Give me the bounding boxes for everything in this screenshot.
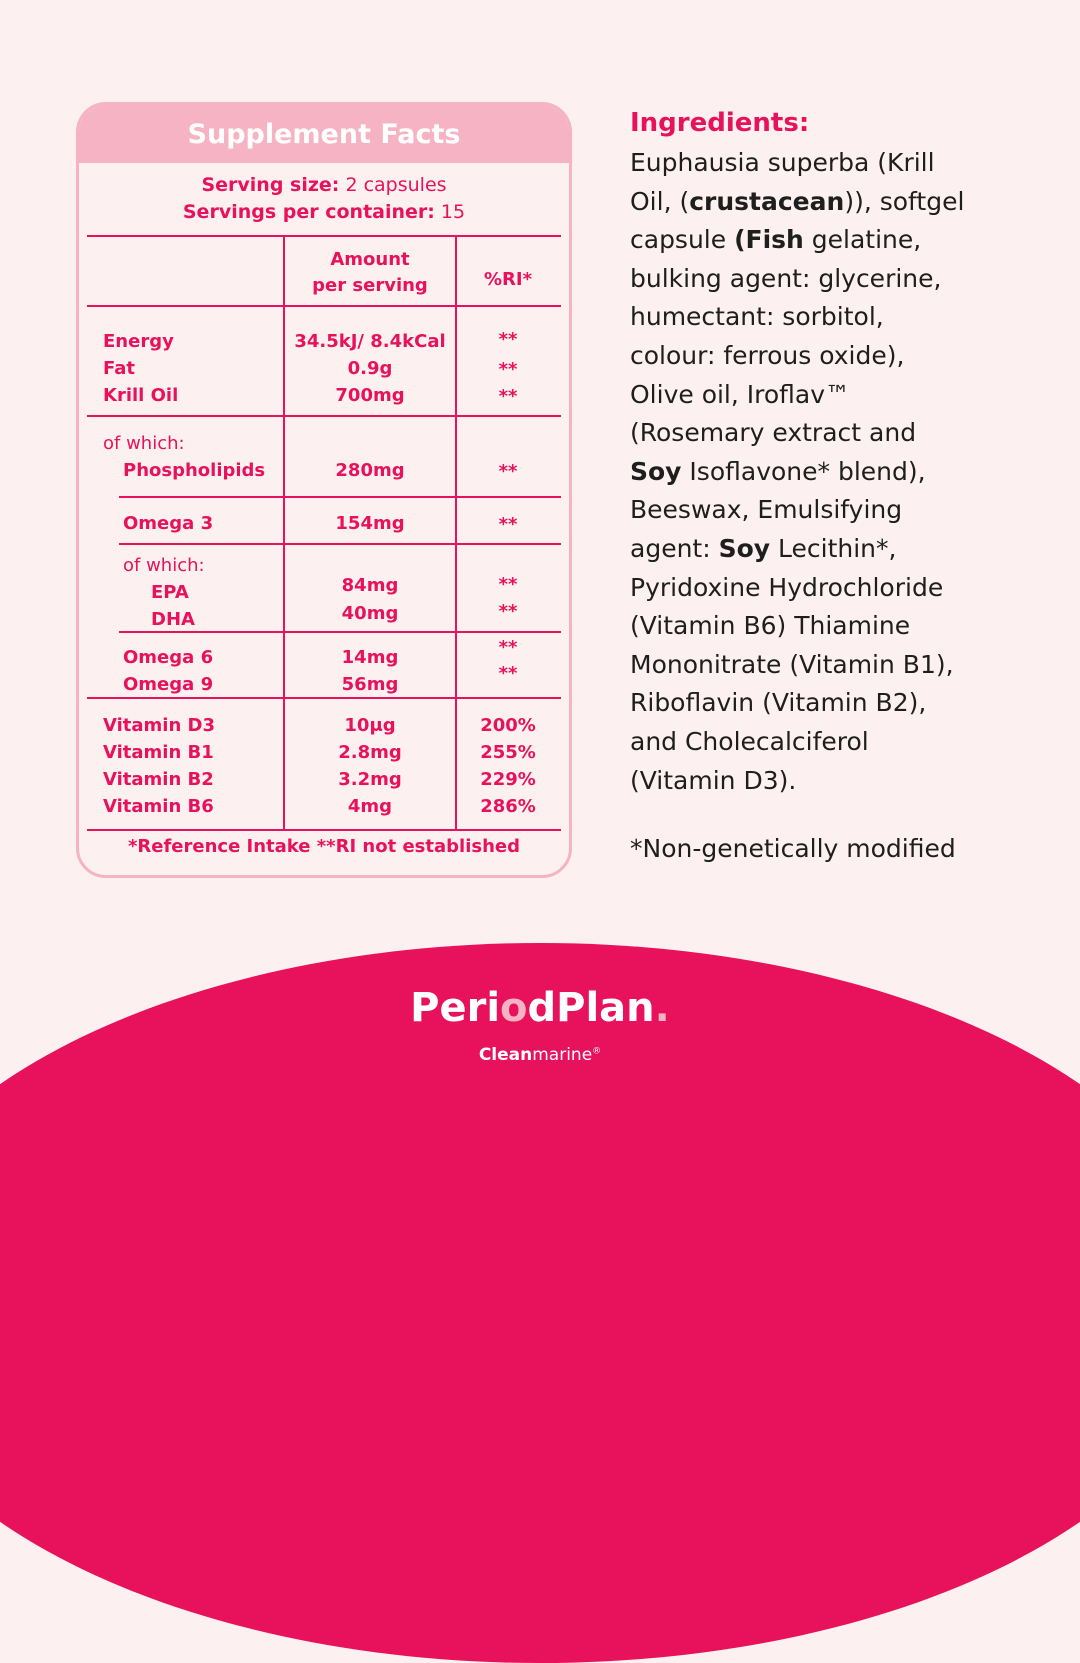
- ingredients-text-part: (Vitamin B6) Thiamine: [630, 611, 911, 641]
- row-name: Vitamin D3: [103, 715, 216, 736]
- column-header-amount-line1: Amount: [330, 249, 410, 270]
- logo-text: dPlan: [527, 985, 655, 1031]
- logo-text: Peri: [410, 985, 501, 1031]
- ingredients-text-part: colour: ferrous oxide),: [630, 340, 905, 370]
- row-ri: 229%: [480, 769, 536, 790]
- row-name: Fat: [103, 358, 135, 379]
- non-gm-note: *Non-genetically modified: [630, 834, 956, 863]
- row-ri: **: [498, 386, 518, 407]
- row-ri: **: [498, 329, 518, 350]
- ingredients-text-part: bulking agent: glycerine,: [630, 263, 942, 293]
- row-amount: 84mg: [341, 575, 399, 596]
- row-amount: 10μg: [344, 715, 396, 736]
- periodplan-logo: [0, 985, 1080, 1031]
- row-amount: 700mg: [335, 385, 405, 406]
- cleanmarine-logo: [0, 1045, 1080, 1065]
- allergen-text: (Fish: [734, 225, 804, 255]
- table-rule: [119, 631, 561, 633]
- row-ri: **: [498, 663, 518, 684]
- row-name: Vitamin B2: [103, 769, 214, 790]
- logo-text-accent: o: [500, 985, 528, 1031]
- logo-text: marine: [532, 1045, 593, 1065]
- row-ri: **: [498, 461, 518, 482]
- ingredients-text-part: Isoflavone* blend),: [681, 456, 926, 486]
- ingredients-text-part: gelatine,: [803, 225, 922, 255]
- ingredients-line: [630, 491, 1070, 530]
- allergen-text: Soy: [718, 533, 771, 563]
- table-rule: [87, 305, 561, 307]
- ingredients-text-part: Mononitrate (Vitamin B1),: [630, 649, 954, 679]
- ingredients-line: [630, 144, 1070, 183]
- servings-per-container: [79, 199, 569, 226]
- supplement-facts-panel: [76, 102, 572, 878]
- row-name: DHA: [151, 609, 195, 630]
- row-amount: 280mg: [335, 460, 405, 481]
- ingredients-line: [630, 530, 1070, 569]
- row-amount: 3.2mg: [338, 769, 402, 790]
- row-amount: 14mg: [341, 647, 399, 668]
- serving-size-label: Serving size:: [201, 174, 340, 196]
- logo-dot: .: [654, 985, 670, 1031]
- column-header-amount: [285, 247, 455, 299]
- ingredients-line: [630, 221, 1070, 260]
- row-amount: 4mg: [347, 796, 393, 817]
- column-header-ri: %RI*: [483, 269, 532, 290]
- row-ri: **: [498, 359, 518, 380]
- row-ri: **: [498, 514, 518, 535]
- ingredients-line: [630, 646, 1070, 685]
- ingredients-line: [630, 607, 1070, 646]
- ingredients-line: [630, 723, 1070, 762]
- registered-mark: ®: [592, 1046, 602, 1057]
- serving-info: [79, 172, 569, 226]
- ingredients-text-part: Euphausia superba (Krill: [630, 148, 935, 177]
- servings-value: 15: [434, 201, 466, 223]
- row-ri: 200%: [480, 715, 536, 736]
- row-name: Vitamin B6: [103, 796, 214, 817]
- row-amount: 34.5kJ/ 8.4kCal: [294, 331, 446, 352]
- ingredients-line: [630, 337, 1070, 376]
- ingredients-text-part: Oil, (: [630, 186, 690, 216]
- ingredients-line: [630, 684, 1070, 723]
- allergen-text: Soy: [630, 456, 682, 486]
- row-amount: 56mg: [341, 674, 399, 695]
- row-name: Omega 6: [123, 647, 214, 668]
- row-ri: **: [498, 637, 518, 658]
- ingredients-line: [630, 762, 1070, 801]
- ingredients-line: [630, 414, 1070, 453]
- row-name: Vitamin B1: [103, 742, 214, 763]
- panel-title: Supplement Facts: [79, 105, 569, 163]
- ingredients-text-part: Pyridoxine Hydrochloride: [630, 572, 944, 602]
- ingredients-line: [630, 569, 1070, 608]
- ingredients-text-part: Lecithin*,: [770, 533, 897, 563]
- serving-size-value: 2 capsules: [339, 174, 447, 196]
- row-name: Energy: [103, 331, 174, 352]
- servings-label: Servings per container:: [182, 201, 435, 223]
- table-rule: [87, 829, 561, 831]
- ingredients-text: [630, 144, 1070, 800]
- row-ri: **: [498, 601, 518, 622]
- ingredients-text-part: humectant: sorbitol,: [630, 302, 884, 332]
- ingredients-line: [630, 183, 1070, 222]
- row-name: Omega 9: [123, 674, 214, 695]
- of-which-label: of which:: [123, 555, 205, 576]
- ingredients-text-part: Olive oil, Iroflav™: [630, 379, 851, 409]
- ingredients-text-part: capsule: [630, 225, 735, 255]
- table-rule: [87, 697, 561, 699]
- ingredients-text-part: Beeswax, Emulsifying: [630, 495, 903, 525]
- ingredients-text-part: and Cholecalciferol: [630, 726, 869, 756]
- serving-size: [79, 172, 569, 199]
- row-name: EPA: [151, 582, 189, 603]
- table-rule: [119, 496, 561, 498]
- row-ri: **: [498, 574, 518, 595]
- ingredients-line: [630, 376, 1070, 415]
- table-rule: [87, 235, 561, 237]
- row-amount: 0.9g: [347, 358, 393, 379]
- row-amount: 40mg: [341, 603, 399, 624]
- of-which-label: of which:: [103, 433, 185, 454]
- row-ri: 255%: [480, 742, 536, 763]
- logo-text-bold: Clean: [478, 1045, 533, 1065]
- row-name: Omega 3: [123, 513, 214, 534]
- ingredients-text-part: (Rosemary extract and: [630, 418, 917, 448]
- ingredients-text-part: (Vitamin D3).: [630, 765, 797, 795]
- table-rule: [87, 415, 561, 417]
- ingredients-line: [630, 260, 1070, 299]
- ingredients-text-part: Riboflavin (Vitamin B2),: [630, 688, 927, 718]
- allergen-text: crustacean: [689, 186, 845, 216]
- row-amount: 154mg: [335, 513, 405, 534]
- row-name: Phospholipids: [123, 460, 266, 481]
- ingredients-line: [630, 453, 1070, 492]
- ingredients-text-part: )), softgel: [844, 186, 965, 216]
- row-ri: 286%: [480, 796, 536, 817]
- ingredients-title: Ingredients:: [630, 108, 810, 138]
- table-rule: [119, 543, 561, 545]
- row-name: Krill Oil: [103, 385, 179, 406]
- footnote: *Reference Intake **RI not established: [127, 836, 520, 857]
- column-header-amount-line2: per serving: [312, 275, 428, 296]
- ingredients-line: [630, 298, 1070, 337]
- ingredients-text-part: agent:: [630, 533, 719, 563]
- facts-table: [87, 235, 561, 832]
- row-amount: 2.8mg: [338, 742, 402, 763]
